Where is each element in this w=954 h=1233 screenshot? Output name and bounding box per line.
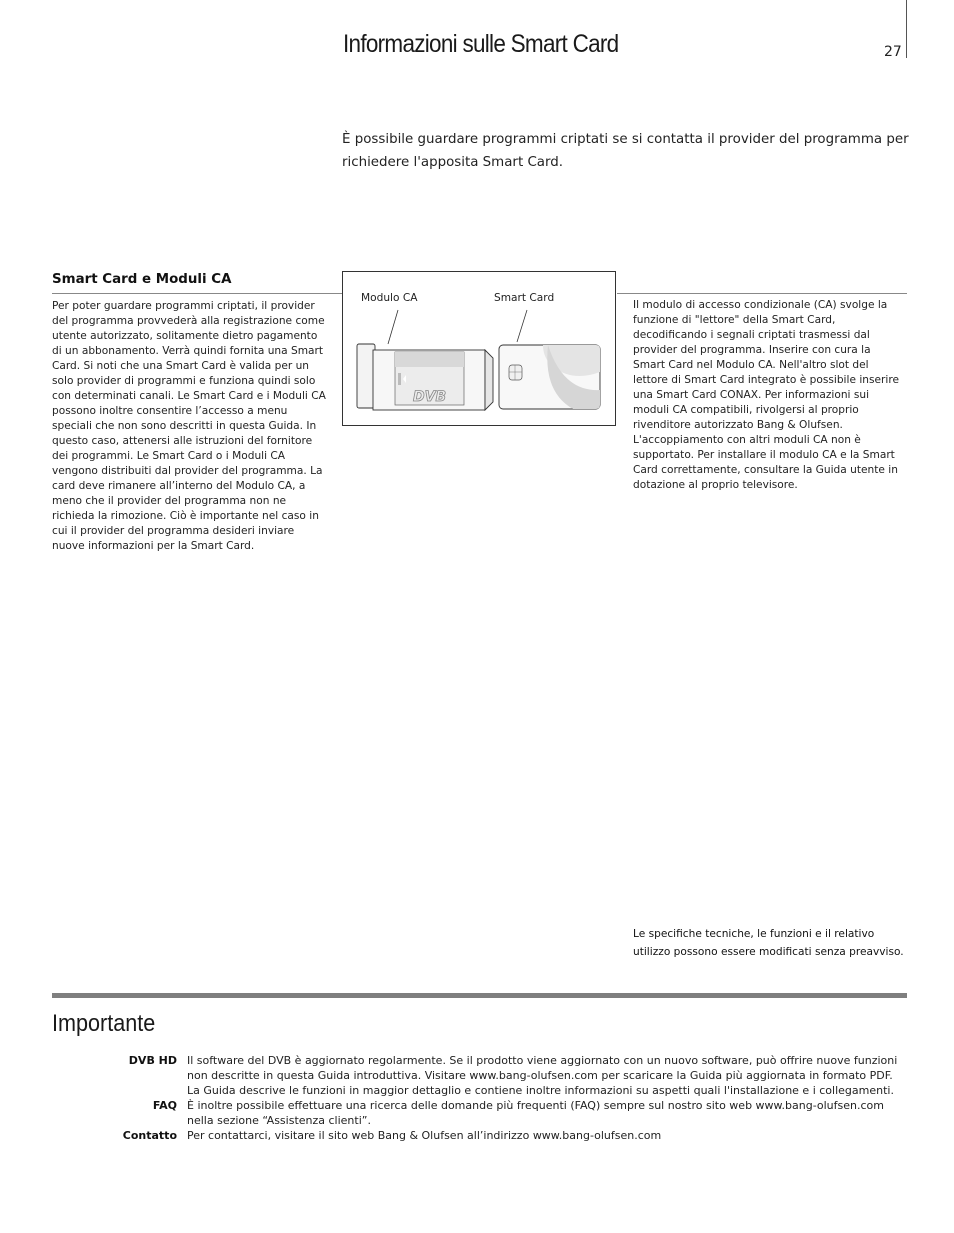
important-title: Importante [52,1010,156,1037]
section-rule-right [617,293,907,294]
specs-notice: Le specifiche tecniche, le funzioni e il relativo utilizzo possono essere modificati senza preavviso. [633,928,904,958]
page-number: 27 [884,44,902,60]
card-label: Smart Card [494,292,555,304]
important-term: DVB HD [128,1054,177,1067]
smart-card-figure [342,271,616,426]
page-title: Informazioni sulle Smart Card [343,30,619,58]
section-body-left: Per poter guardare programmi criptati, il provider del programma provvederà alla registrazione come utente autorizzato, solitamente dietro pagamento di un abbonamento. Verrà quindi fornita una Smart Card. Si noti che una Smart Card è valida per un solo provider di programmi e funziona quindi solo con determinati canali. Le Smart Card e i Moduli CA possono inoltre consentire l’accesso a menu speciali che non sono descritti in questa Guida. In questo caso, attenersi alle istruzioni del fornitore dei programmi. Le Smart Card o i Moduli CA vengono distribuiti dal provider del programma. La card deve rimanere all’interno del Modulo CA, a meno che il provider del programma non ne richieda la rimozione. Ciò è importante nel caso in cui il provider del programma desideri inviare nuove informazioni per la Smart Card. [52,300,326,552]
important-term: FAQ [152,1099,177,1112]
section-rule-left [52,293,342,294]
important-text: Per contattarci, visitare il sito web Bang & Olufsen all’indirizzo www.bang-olufsen.com [187,1129,662,1142]
svg-text:DVB: DVB [413,389,447,405]
important-text: È inoltre possibile effettuare una ricerca delle domande più frequenti (FAQ) sempre sul nostro sito web www.bang-olufsen.com nella sezione “Assistenza clienti”. [187,1099,884,1127]
smart-card-icon [499,345,600,409]
important-divider [52,993,907,998]
important-term: Contatto [122,1129,177,1142]
section-heading: Smart Card e Moduli CA [52,272,232,287]
important-text: Il software del DVB è aggiornato regolarmente. Se il prodotto viene aggiornato con un nuovo software, può offrire nuove funzioni non descritte in questa Guida introduttiva. Visitare www.bang-olufsen.com per scaricare la Guida più aggiornata in formato PDF. La Guida descrive le funzioni in maggior dettaglio e contiene inoltre informazioni su aspetti quali l'installazione e i collegamenti. [187,1054,898,1097]
card-leader-line [517,310,527,342]
ca-module-icon [357,344,493,410]
module-label: Modulo CA [361,292,418,304]
intro-paragraph: È possibile guardare programmi criptati se si contatta il provider del programma per richiedere l'apposita Smart Card. [342,132,909,170]
module-leader-line [388,310,398,344]
section-body-right: Il modulo di accesso condizionale (CA) svolge la funzione di "lettore" della Smart Card, decodificando i segnali criptati trasmessi dal provider del programma. Inserire con cura la Smart Card nel Modulo CA. Nell'altro slot del lettore di Smart Card integrato è possibile inserire una Smart Card CONAX. Per informazioni sui moduli CA compatibili, rivolgersi al proprio rivenditore autorizzato Bang & Olufsen. L'accoppiamento con altri moduli CA non è supportato. Per installare il modulo CA e la Smart Card correttamente, consultare la Guida utente in dotazione al proprio televisore. [633,299,899,491]
corner-rule [906,0,907,58]
